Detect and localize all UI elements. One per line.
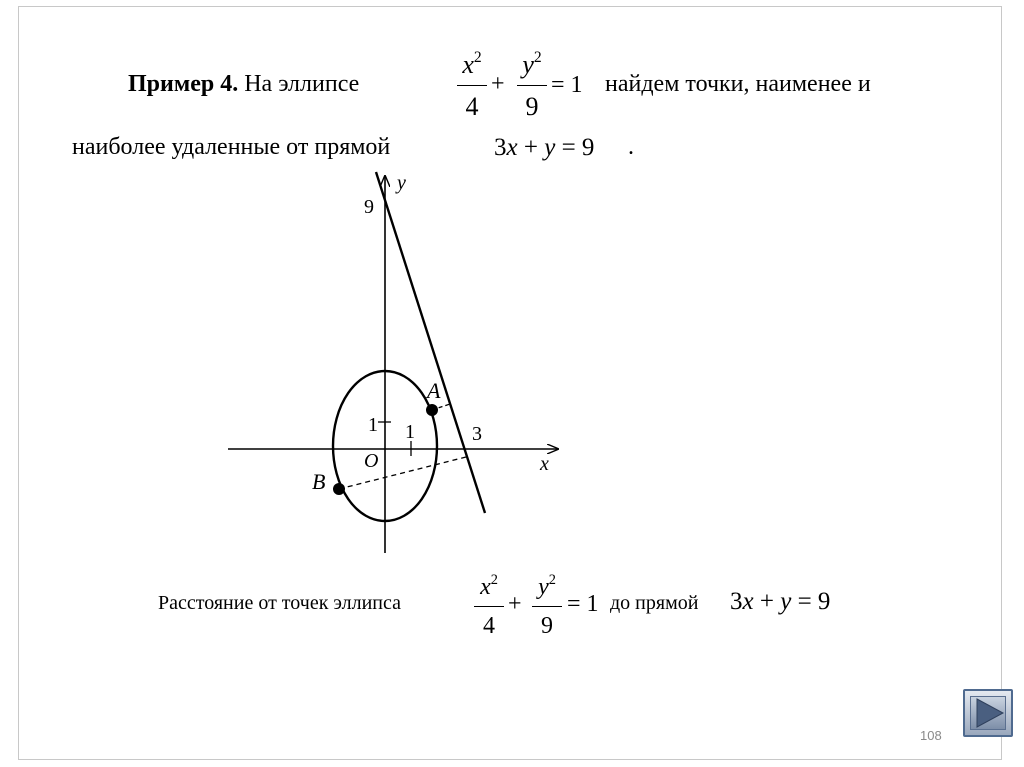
plus: + (517, 134, 545, 161)
line-3x-plus-y-9 (376, 172, 485, 513)
numerator-y: y (522, 50, 534, 79)
exponent: 2 (490, 572, 498, 588)
exponent: 2 (473, 49, 482, 66)
plus: + (753, 588, 781, 615)
coef-3: 3 (730, 588, 743, 615)
caption-fraction-y2-over-9 (532, 569, 562, 639)
point-b-label: B (312, 469, 326, 494)
point-a-label: A (427, 378, 441, 403)
line1-intro: На эллипсе (244, 71, 360, 97)
next-slide-button[interactable] (963, 689, 1013, 737)
numerator-x: x (462, 50, 474, 79)
x-axis-label: x (540, 453, 549, 475)
denominator-9: 9 (541, 613, 553, 639)
caption-before: Расстояние от точек эллипса (158, 592, 402, 614)
denominator-4: 4 (465, 92, 479, 121)
var-y: y (544, 134, 556, 161)
rhs: = 9 (555, 134, 595, 161)
denominator-9: 9 (525, 92, 539, 121)
origin-label: O (364, 450, 379, 472)
y-axis-label: y (397, 172, 406, 194)
line2-end: . (628, 134, 634, 160)
y-tick-9-label: 9 (364, 196, 374, 218)
plus-sign: + (491, 71, 505, 97)
caption-fraction-x2-over-4 (474, 569, 504, 639)
x-tick-3-label: 3 (472, 423, 482, 445)
caption-plus: + (508, 591, 522, 617)
page-number: 108 (920, 728, 942, 743)
numerator-y: y (538, 574, 549, 600)
play-triangle-icon (963, 689, 1013, 737)
dashed-segment-b (339, 457, 466, 489)
exponent: 2 (533, 49, 542, 66)
var-x: x (742, 588, 754, 615)
var-x: x (506, 134, 518, 161)
caption-after: до прямой (610, 592, 699, 614)
denominator-4: 4 (483, 613, 495, 639)
x-tick-1-label: 1 (405, 421, 415, 443)
point-a-dot (426, 404, 438, 416)
var-y: y (780, 588, 792, 615)
equals-one: = 1 (551, 72, 583, 98)
y-tick-1-label: 1 (368, 414, 378, 436)
numerator-x: x (480, 574, 491, 600)
point-b-dot (333, 483, 345, 495)
caption-line-equation (730, 589, 830, 614)
exponent: 2 (548, 572, 556, 588)
line1-after: найдем точки, наименее и (605, 71, 871, 97)
line2-text: наиболее удаленные от прямой (72, 134, 391, 160)
example-label: Пример 4. (128, 71, 239, 97)
rhs: = 9 (791, 588, 831, 615)
coef-3: 3 (494, 134, 507, 161)
caption-equals-one: = 1 (567, 591, 599, 617)
